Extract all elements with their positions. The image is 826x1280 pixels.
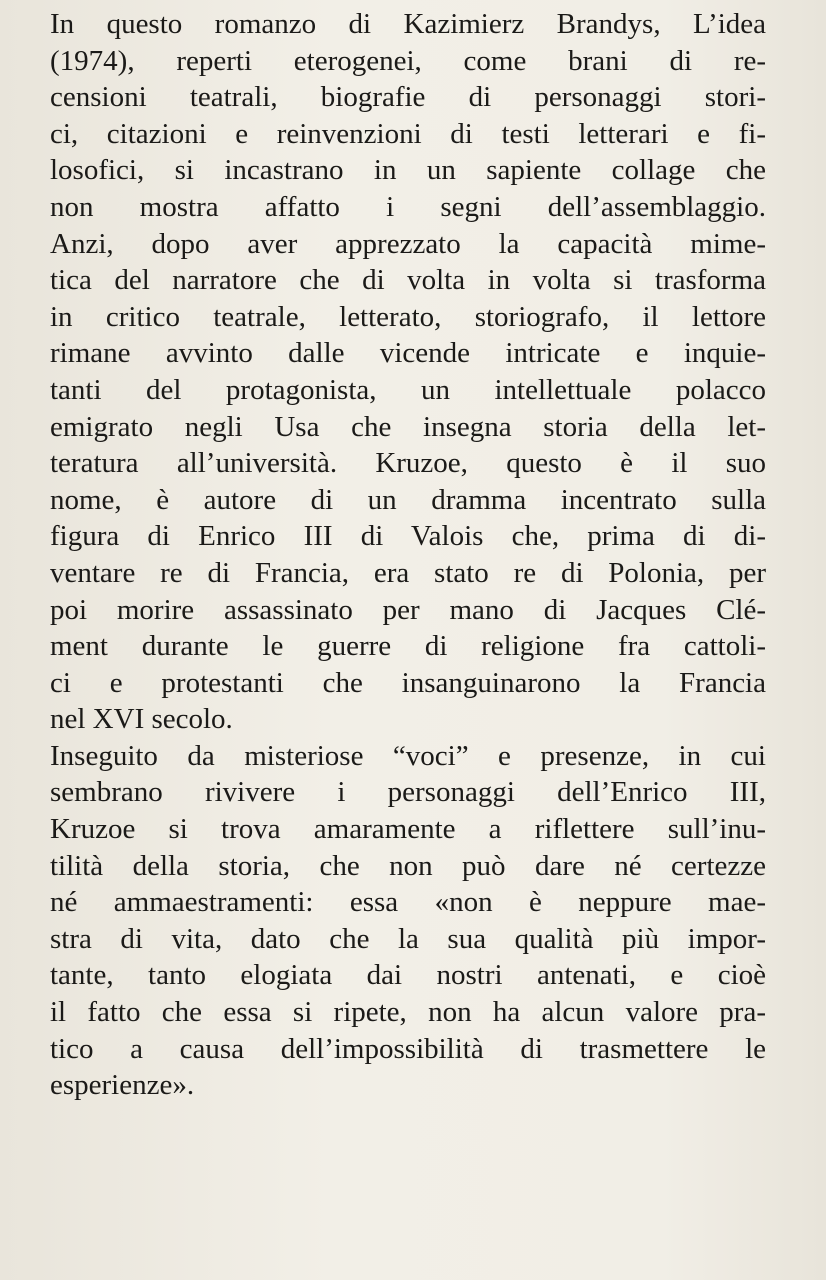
text-line: emigrato negli Usa che insegna storia della let- (50, 410, 766, 443)
text-line: tanti del protagonista, un intellettuale polacco (50, 373, 766, 406)
text-line: Inseguito da misteriose “voci” e presenze, in cui (50, 739, 766, 772)
text-line: il fatto che essa si ripete, non ha alcun valore pra- (50, 996, 766, 1029)
text-line: tilità della storia, che non può dare né certezze (50, 849, 766, 882)
text-line: ci e protestanti che insanguinarono la Francia (50, 666, 766, 699)
text-line: ci, citazioni e reinvenzioni di testi letterari e fi- (50, 117, 766, 150)
text-line: censioni teatrali, biografie di personaggi stori- (50, 81, 766, 114)
text-line: esperienze». (50, 1069, 195, 1102)
text-line: né ammaestramenti: essa «non è neppure mae- (50, 886, 766, 919)
text-line: Anzi, dopo aver apprezzato la capacità mime- (50, 227, 766, 260)
text-line: tico a causa dell’impossibilità di trasmettere le (50, 1032, 766, 1065)
text-line: tica del narratore che di volta in volta si trasforma (50, 264, 766, 297)
text-line: non mostra affatto i segni dell’assemblaggio. (50, 190, 766, 223)
text-line: ment durante le guerre di religione fra cattoli- (50, 630, 766, 663)
text-line: poi morire assassinato per mano di Jacques Clé- (50, 593, 766, 626)
text-line: sembrano rivivere i personaggi dell’Enrico III, (50, 776, 766, 809)
text-line: Kruzoe si trova amaramente a riflettere sull’inu- (50, 813, 766, 846)
paragraph-2 (50, 738, 766, 1104)
paragraph-1 (50, 0, 766, 738)
text-line: In questo romanzo di Kazimierz Brandys, L’idea (50, 8, 766, 40)
text-line: losofici, si incastrano in un sapiente collage che (50, 154, 766, 187)
text-line: rimane avvinto dalle vicende intricate e inquie- (50, 337, 766, 370)
text-line: figura di Enrico III di Valois che, prima di di- (50, 520, 766, 553)
body-text (50, 0, 766, 1104)
text-line: ventare re di Francia, era stato re di Polonia, per (50, 556, 766, 589)
text-line: (1974), reperti eterogenei, come brani di re- (50, 44, 766, 77)
text-line: teratura all’università. Kruzoe, questo è il suo (50, 447, 766, 480)
text-line: nel XVI secolo. (50, 703, 233, 736)
text-line: stra di vita, dato che la sua qualità più impor- (50, 922, 766, 955)
text-line: tante, tanto elogiata dai nostri antenati, e cioè (50, 959, 766, 992)
text-line: in critico teatrale, letterato, storiografo, il lettore (50, 300, 766, 333)
text-line: nome, è autore di un dramma incentrato sulla (50, 483, 766, 516)
